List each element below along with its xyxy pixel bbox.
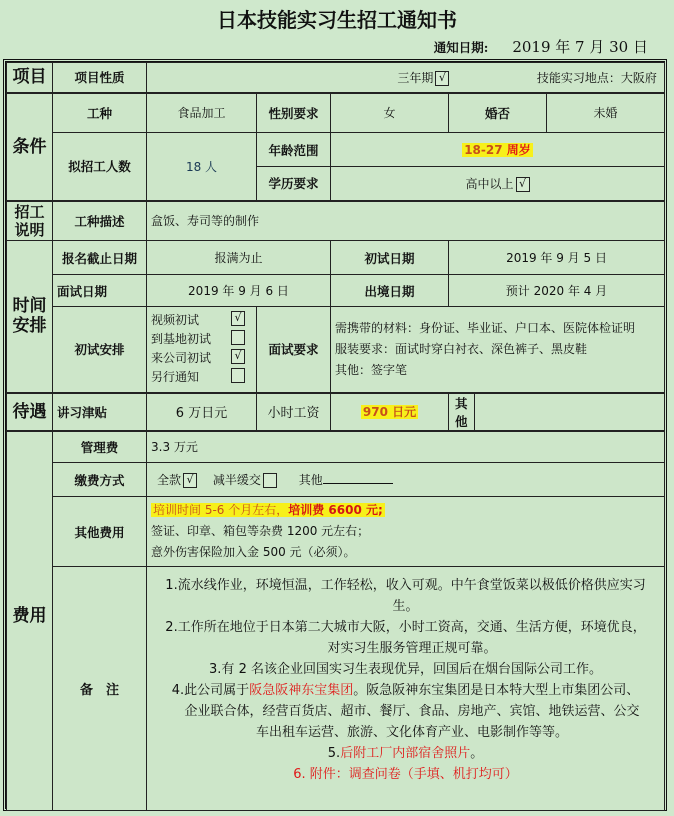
company-group-name: 阪急阪神东宝集团 [249,682,354,698]
req-materials: 需携带的材料：身份证、毕业证、户口本、医院体检证明 [335,320,636,335]
document-title: 日本技能实习生招工通知书 [217,8,457,32]
payment-full-checkbox[interactable]: √ [183,473,197,488]
section-description: 招工说明 [7,201,53,241]
note-5: 5.后附工厂内部宿舍照片。 [327,745,484,761]
marital-value: 未婚 [547,93,665,133]
marital-label: 婚否 [449,93,547,133]
age-label: 年龄范围 [257,133,331,167]
checkbox-base[interactable] [231,330,245,345]
training-location: 技能实习地点：大阪府 [536,70,657,85]
interview-requirements [331,307,665,393]
checkbox-video[interactable]: √ [231,311,245,326]
fees-row-1 [7,431,665,463]
note-2: 2.工作所在地位于日本第二大城市大阪，小时工资高，交通、生活方便，环境优良， [165,619,646,635]
section-schedule: 时间安排 [7,241,53,393]
schedule-row-1 [7,241,665,275]
note-1: 1.流水线作业，环境恒温，工作轻松，收入可观。中午食堂饭菜以极低价格供应实习生。 [165,577,646,614]
prelim-option: 到基地初试 [151,330,252,349]
checkbox-company[interactable]: √ [231,349,245,364]
other-benefit-label: 其他 [449,393,475,431]
job-desc-value: 盒饭、寿司等的制作 [147,201,665,241]
project-row [7,63,665,93]
job-desc-label: 工种描述 [53,201,147,241]
section-conditions: 条件 [7,93,53,201]
education-label: 学历要求 [257,167,331,201]
training-duration: 培训时间 5-6 个月左右， [153,503,289,517]
section-benefits: 待遇 [7,393,53,431]
education-cell [331,167,665,201]
recruitment-table [6,62,665,811]
interview-date-label: 面试日期 [53,275,147,307]
departure-value: 预计 2020 年 4 月 [449,275,665,307]
prelim-date-label: 初试日期 [331,241,449,275]
hourly-label: 小时工资 [257,393,331,431]
gender-label: 性别要求 [257,93,331,133]
prelim-option: 来公司初试 √ [151,349,252,368]
prelim-arrangement-label: 初试安排 [53,307,147,393]
payment-other-field[interactable] [323,471,393,484]
allowance-label: 讲习津贴 [53,393,147,431]
conditions-row-2 [7,133,665,167]
gender-value: 女 [331,93,449,133]
other-benefit-value [475,393,665,431]
payment-half-checkbox[interactable] [263,473,277,488]
description-row [7,201,665,241]
mgmt-fee-value: 3.3 万元 [147,431,665,463]
interview-req-label: 面试要求 [257,307,331,393]
section-project: 项目 [7,63,53,93]
departure-label: 出境日期 [331,275,449,307]
project-nature-checkbox[interactable]: √ [435,71,449,86]
note-4-cont-1: 企业联合体，经营百货店、超市、餐厅、食品、房地产、宾馆、地铁运营、公交 [184,703,640,719]
notice-date [434,36,648,57]
dorm-photos-link[interactable]: 后附工厂内部宿舍照片 [340,745,471,761]
req-dress: 服装要求：面试时穿白衬衣、深色裤子、黑皮鞋 [335,341,588,356]
allowance-value: 6 万日元 [147,393,257,431]
payment-full-label: 全款 [157,473,182,487]
training-fee: 培训费 6600 元; [288,503,383,517]
other-fees-label: 其他费用 [53,497,147,567]
age-number: 18-27 [464,143,503,157]
fees-row-2 [7,463,665,497]
req-other: 其他：签字笔 [335,362,408,377]
payment-other-label: 其他 [298,473,323,487]
deadline-label: 报名截止日期 [53,241,147,275]
schedule-row-3 [7,307,665,393]
project-nature-value: 三年期 [397,70,434,85]
note-6-attachment[interactable]: 6. 附件：调查问卷（手填、机打均可） [293,766,518,782]
insurance-fee: 意外伤害保险加入金 500 元（必须）。 [151,545,356,559]
prelim-option: 视频初试 √ [151,311,252,330]
note-4: 4.此公司属于阪急阪神东宝集团。阪急阪神东宝集团是日本特大型上市集团公司、 [171,682,640,698]
prelim-options [147,307,257,393]
conditions-row-1 [7,93,665,133]
hourly-value: 970 日元 [362,405,417,419]
benefits-row [7,393,665,431]
notes [147,567,665,811]
payment-method-label: 缴费方式 [53,463,147,497]
deadline-value: 报满为止 [147,241,331,275]
note-4-cont-2: 车出租车运营、旅游、文化体育产业、电影制作等等。 [256,724,569,740]
prelim-option: 另行通知 [151,368,252,387]
age-unit: 周岁 [506,143,531,157]
section-fees: 费用 [7,431,53,811]
age-value [331,133,665,167]
prelim-date-value: 2019 年 9 月 5 日 [449,241,665,275]
headcount-value: 18 人 [147,133,257,201]
fees-row-3 [7,497,665,567]
payment-half-label: 减半缓交 [212,473,261,487]
checkbox-notify[interactable] [231,368,245,383]
note-3: 3.有 2 名该企业回国实习生表现优异，回国后在烟台国际公司工作。 [209,661,602,677]
misc-fee: 签证、印章、箱包等杂费 1200 元左右； [151,524,370,538]
project-nature-cell [147,63,665,93]
notes-label: 备 注 [53,567,147,811]
notice-date-value: 2019 年 7 月 30 日 [512,38,648,56]
education-checkbox[interactable]: √ [516,177,530,192]
mgmt-fee-label: 管理费 [53,431,147,463]
fees-row-4 [7,567,665,811]
other-fees-value [147,497,665,567]
note-2-cont: 对实习生服务管理正规可靠。 [327,640,497,656]
interview-date-value: 2019 年 9 月 6 日 [147,275,331,307]
education-value: 高中以上 [465,176,514,191]
payment-method-options [147,463,665,497]
job-type-value: 食品加工 [147,93,257,133]
project-nature-label: 项目性质 [53,63,147,93]
headcount-label: 拟招工人数 [53,133,147,201]
notice-date-label: 通知日期: [433,40,489,55]
schedule-row-2 [7,275,665,307]
job-type-label: 工种 [53,93,147,133]
hourly-value-cell [331,393,449,431]
